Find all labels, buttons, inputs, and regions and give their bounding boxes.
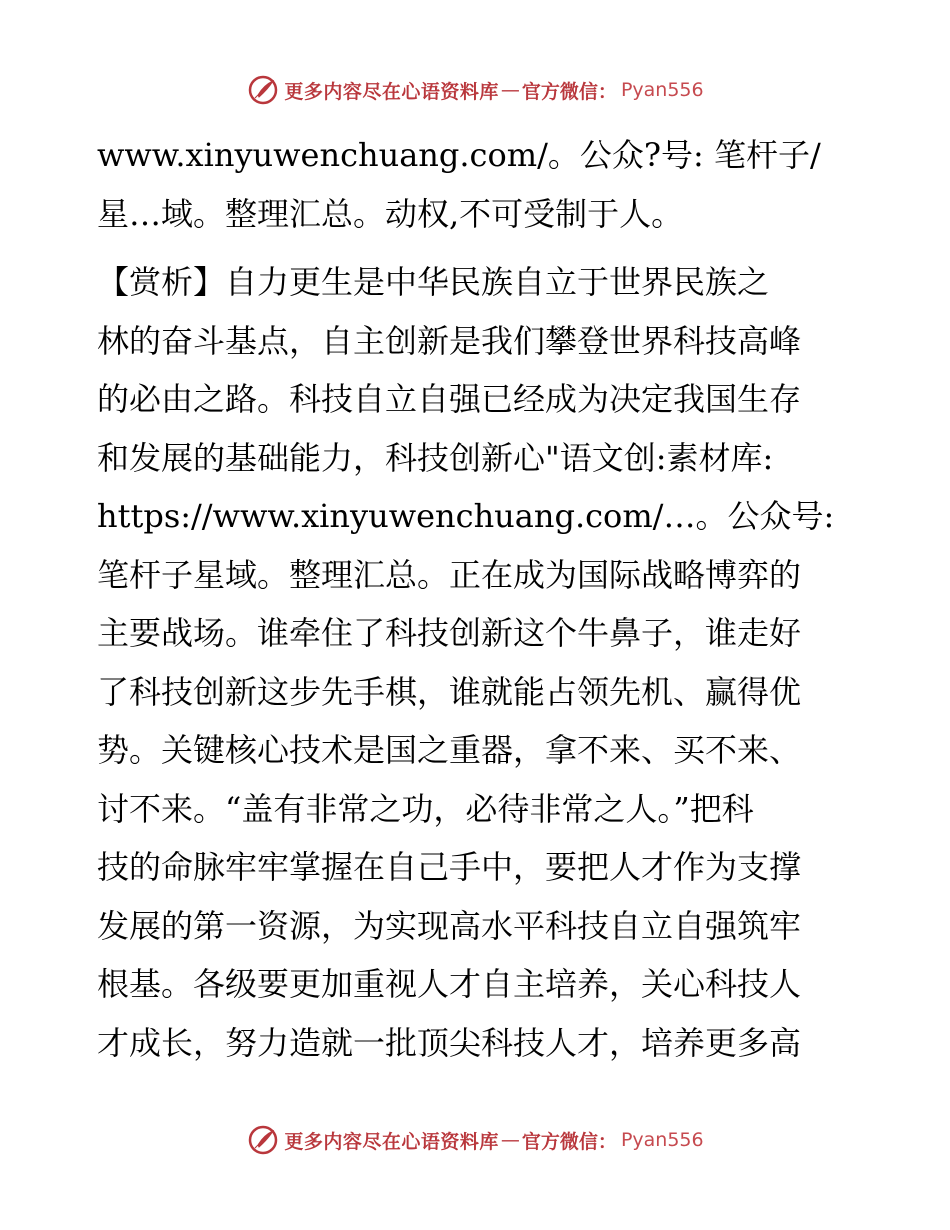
text-line: 势。关键核心技术是国之重器，拿不来、买不来、	[97, 731, 802, 769]
footer-wechat-label: 官方微信：	[521, 1130, 617, 1153]
document-body	[97, 126, 867, 1072]
header-wechat-id: Pyan556	[620, 79, 704, 101]
footer-wechat-id: Pyan556	[620, 1129, 704, 1151]
text-line: 了科技创新这步先手棋，谁就能占领先机、赢得优	[97, 672, 802, 711]
footer-banner	[0, 1120, 950, 1160]
text-line: 技的命脉牢牢掌握在自己手中，要把人才作为支撑	[97, 848, 802, 886]
text-line: 星…域。整理汇总。动权,不可受制于人。	[97, 194, 684, 233]
header-dash: —	[500, 79, 520, 101]
header-banner	[0, 70, 950, 110]
text-line: 发展的第一资源，为实现高水平科技自立自强筑牢	[97, 906, 802, 945]
text-line: www.xinyuwenchuang.com/。公众?号: 笔杆子/	[97, 136, 821, 174]
header-title: 更多内容尽在心语资料库	[284, 80, 499, 103]
text-line: 的必由之路。科技自立自强已经成为决定我国生存	[97, 380, 802, 418]
paragraph-1	[97, 126, 867, 243]
text-line: 和发展的基础能力，科技创新心"语文创:素材库:	[97, 438, 774, 477]
text-line: 笔杆子星域。整理汇总。正在成为国际战略博弈的	[97, 555, 802, 594]
quill-logo-icon	[246, 73, 280, 107]
header-wechat-label: 官方微信：	[521, 80, 617, 103]
text-line: 根基。各级要更加重视人才自主培养，关心科技人	[97, 965, 802, 1003]
footer-dash: —	[500, 1129, 520, 1151]
text-line: 主要战场。谁牵住了科技创新这个牛鼻子，谁走好	[97, 614, 802, 652]
text-line: https://www.xinyuwenchuang.com/…。公众号:	[97, 497, 835, 535]
text-line: 林的奋斗基点，自主创新是我们攀登世界科技高峰	[97, 321, 802, 360]
text-line: 【赏析】自力更生是中华民族自立于世界民族之	[97, 263, 770, 301]
quill-logo-icon	[246, 1123, 280, 1157]
paragraph-2	[97, 253, 867, 1072]
footer-title: 更多内容尽在心语资料库	[284, 1130, 499, 1153]
text-line: 才成长，努力造就一批顶尖科技人才，培养更多高	[97, 1023, 802, 1062]
text-line: 讨不来。“盖有非常之功，必待非常之人。”把科	[97, 789, 754, 828]
